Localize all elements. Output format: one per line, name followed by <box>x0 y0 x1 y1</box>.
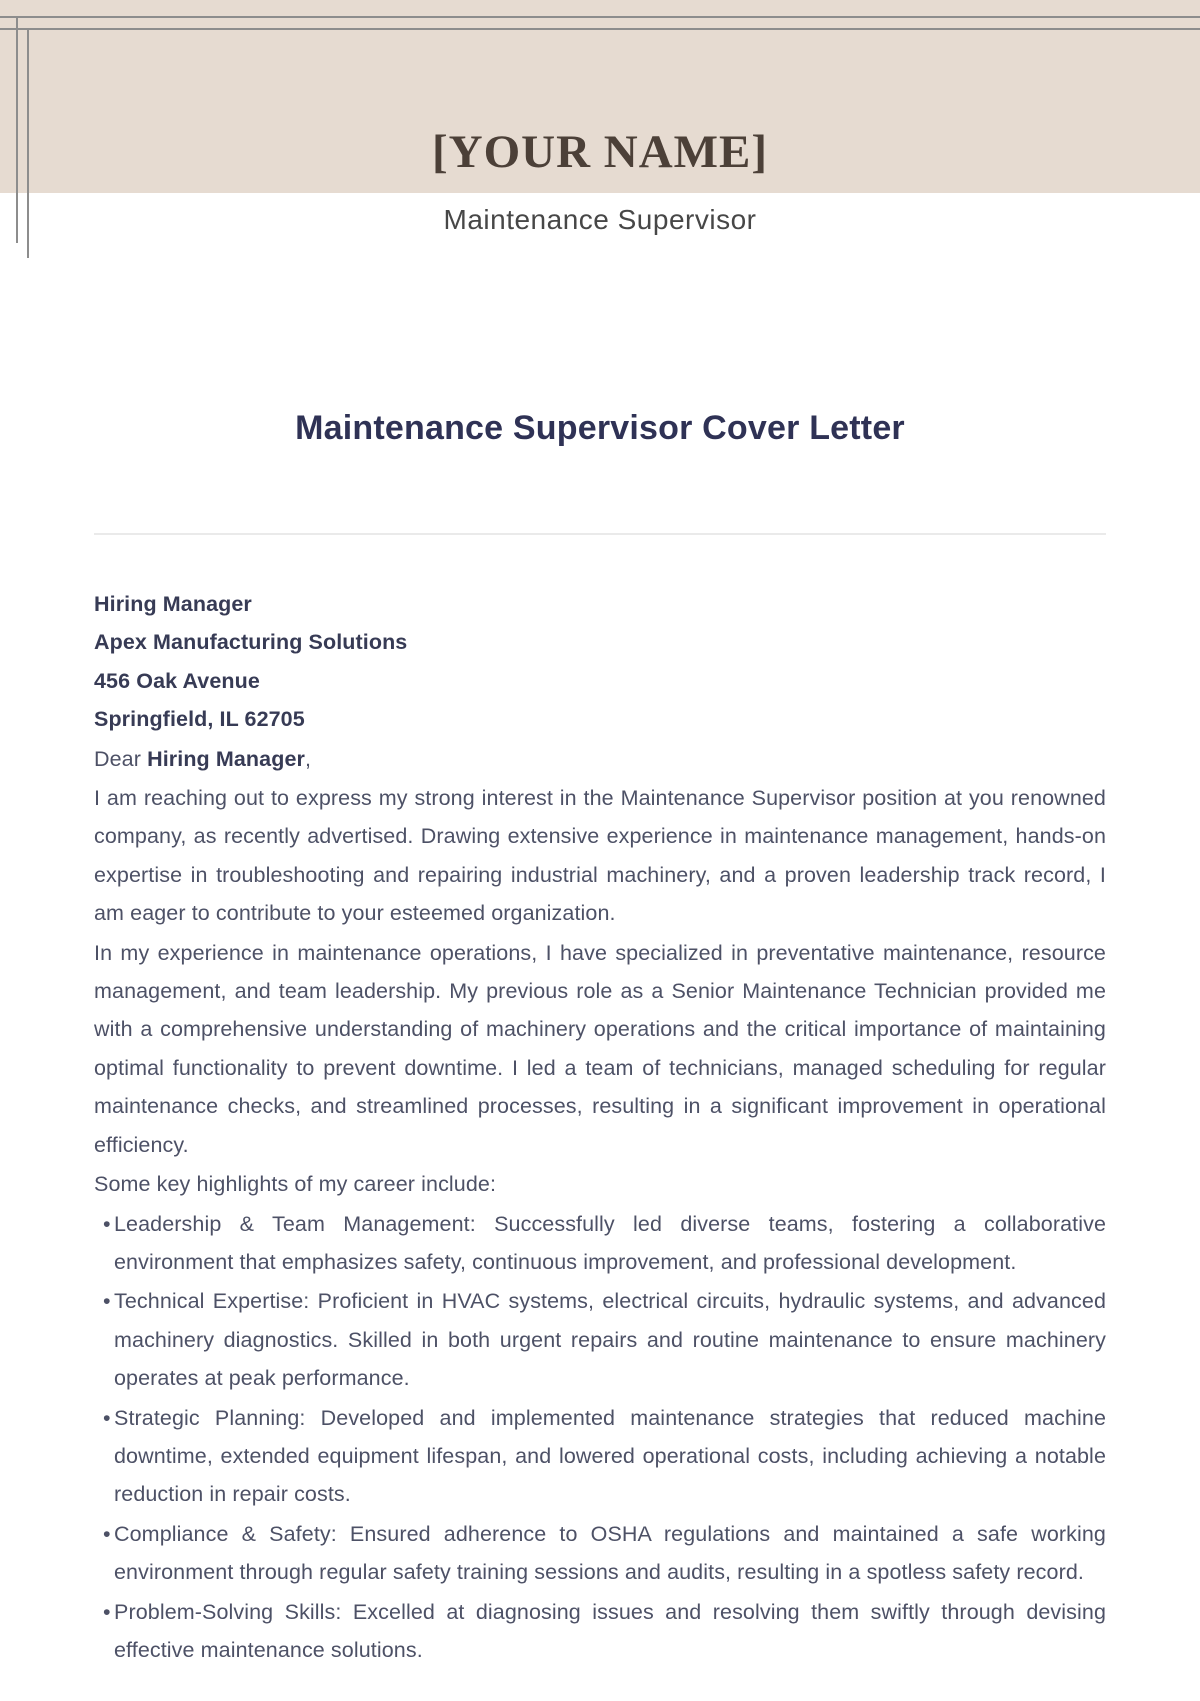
bullet-icon: • <box>103 1521 111 1546</box>
highlights-intro: Some key highlights of my career include: <box>94 1172 497 1197</box>
decorative-left-line-inner <box>27 28 29 258</box>
salutation-suffix: , <box>304 746 312 771</box>
list-item <box>94 1282 1106 1397</box>
highlights-list <box>94 1205 1106 1670</box>
list-item <box>94 1399 1106 1514</box>
salutation-name: Hiring Manager <box>147 746 305 771</box>
highlight-leadership: Leadership & Team Management: Successfully led diverse teams, fostering a collaborative environment that emphasizes safety, continuous improvement, and professional development. <box>114 1211 1106 1274</box>
highlight-strategic: Strategic Planning: Developed and implemented maintenance strategies that reduced machine downtime, extended equipment lifespan, and lowered operational costs, including achieving a notable reduction in repair costs. <box>114 1405 1106 1507</box>
recipient-line-name: Hiring Manager <box>94 592 252 616</box>
title-divider <box>94 533 1106 535</box>
name-placeholder: [YOUR NAME] <box>431 125 769 178</box>
recipient-line-city: Springfield, IL 62705 <box>94 707 305 732</box>
list-item <box>94 1205 1106 1282</box>
header-job-title: Maintenance Supervisor <box>443 204 757 235</box>
paragraph-experience: In my experience in maintenance operations, I have specialized in preventative maintenance, resource management, and team leadership. My previous role as a Senior Maintenance Technician provided me with a comprehensive understanding of machinery operations and the critical importance of maintaining optimal functionality to prevent downtime. I led a team of technicians, managed scheduling for regular maintenance checks, and streamlined processes, resulting in a significant improvement in operational efficiency. <box>94 940 1106 1157</box>
bullet-icon: • <box>103 1405 111 1430</box>
decorative-top-line-inner <box>0 28 1200 30</box>
decorative-left-line-outer <box>16 16 18 243</box>
paragraph-introduction: I am reaching out to express my strong interest in the Maintenance Supervisor position at you renowned company, as recently advertised. Drawing extensive experience in maintenance management, hands-on expertise in troubleshooting and repairing industrial machinery, and a proven leadership track record, I am eager to contribute to your esteemed organization. <box>94 786 1106 926</box>
salutation-prefix: Dear <box>94 746 148 771</box>
salutation <box>94 740 1106 778</box>
bullet-icon: • <box>103 1211 111 1236</box>
decorative-top-line-outer <box>0 16 1200 18</box>
highlight-compliance: Compliance & Safety: Ensured adherence to OSHA regulations and maintained a safe working environment through regular safety training sessions and audits, resulting in a spotless safety record. <box>114 1521 1106 1585</box>
bullet-icon: • <box>103 1289 111 1314</box>
recipient-block <box>94 585 1106 739</box>
letter-sheet <box>0 408 1200 1669</box>
list-item <box>94 1515 1106 1592</box>
list-item <box>94 1593 1106 1670</box>
bullet-icon: • <box>103 1599 111 1624</box>
letter-body <box>94 585 1106 1669</box>
highlight-technical: Technical Expertise: Proficient in HVAC systems, electrical circuits, hydraulic systems, and advanced machinery diagnostics. Skilled in both urgent repairs and routine maintenance to ensure machinery operates at peak performance. <box>114 1289 1106 1391</box>
recipient-line-street: 456 Oak Avenue <box>94 668 260 693</box>
recipient-line-company: Apex Manufacturing Solutions <box>94 630 408 655</box>
highlight-problem-solving: Problem-Solving Skills: Excelled at diagnosing issues and resolving them swiftly through devising effective maintenance solutions. <box>114 1599 1106 1662</box>
document-title: Maintenance Supervisor Cover Letter <box>295 409 905 447</box>
